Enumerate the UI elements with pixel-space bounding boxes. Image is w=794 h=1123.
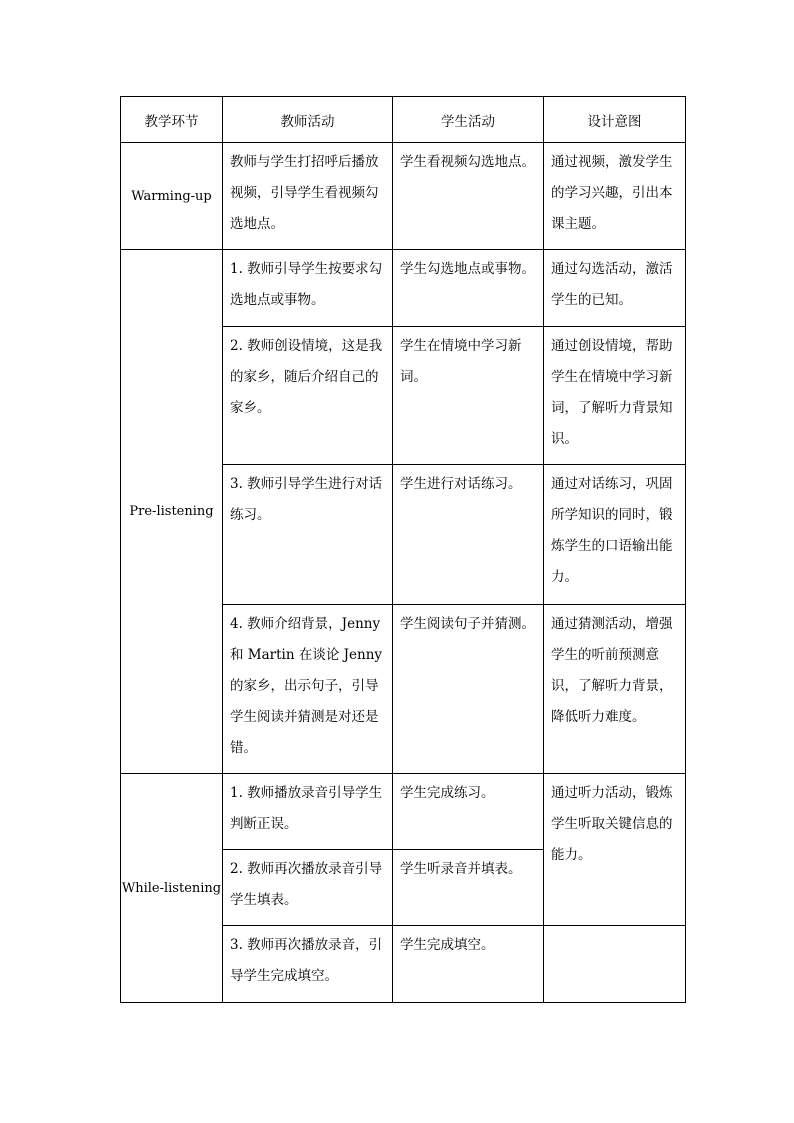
stage-warming-up: Warming-up xyxy=(121,143,223,250)
teacher-activity: 4. 教师介绍背景，Jenny 和 Martin 在谈论 Jenny 的家乡，出示句子，引导学生阅读并猜测是对还是错。 xyxy=(223,605,393,774)
table-row xyxy=(121,143,686,250)
stage-pre-listening: Pre-listening xyxy=(121,250,223,774)
header-student-activity: 学生活动 xyxy=(393,97,544,143)
teacher-activity: 教师与学生打招呼后播放视频，引导学生看视频勾选地点。 xyxy=(223,143,393,250)
student-activity: 学生勾选地点或事物。 xyxy=(393,250,544,327)
teacher-activity: 2. 教师创设情境，这是我的家乡，随后介绍自己的家乡。 xyxy=(223,327,393,465)
teacher-activity: 1. 教师播放录音引导学生判断正误。 xyxy=(223,774,393,850)
table-header-row xyxy=(121,97,686,143)
student-activity: 学生阅读句子并猜测。 xyxy=(393,605,544,774)
teacher-activity: 1. 教师引导学生按要求勾选地点或事物。 xyxy=(223,250,393,327)
header-teacher-activity: 教师活动 xyxy=(223,97,393,143)
design-intent: 通过猜测活动，增强学生的听前预测意识，了解听力背景，降低听力难度。 xyxy=(544,605,686,774)
table-row xyxy=(121,774,686,850)
student-activity: 学生听录音并填表。 xyxy=(393,850,544,926)
header-design-intent: 设计意图 xyxy=(544,97,686,143)
lesson-plan-table xyxy=(120,96,686,1003)
design-intent: 通过听力活动，锻炼学生听取关键信息的能力。 xyxy=(544,774,686,926)
design-intent: 通过创设情境，帮助学生在情境中学习新词，了解听力背景知识。 xyxy=(544,327,686,465)
header-stage: 教学环节 xyxy=(121,97,223,143)
table-row xyxy=(121,250,686,327)
student-activity: 学生完成填空。 xyxy=(393,926,544,1003)
student-activity: 学生在情境中学习新词。 xyxy=(393,327,544,465)
teacher-activity: 3. 教师再次播放录音，引导学生完成填空。 xyxy=(223,926,393,1003)
teacher-activity: 3. 教师引导学生进行对话练习。 xyxy=(223,465,393,605)
student-activity: 学生看视频勾选地点。 xyxy=(393,143,544,250)
student-activity: 学生进行对话练习。 xyxy=(393,465,544,605)
design-intent: 通过视频，激发学生的学习兴趣，引出本课主题。 xyxy=(544,143,686,250)
stage-while-listening: While-listening xyxy=(121,774,223,1003)
design-intent-empty xyxy=(544,926,686,1003)
design-intent: 通过勾选活动，激活学生的已知。 xyxy=(544,250,686,327)
teacher-activity: 2. 教师再次播放录音引导学生填表。 xyxy=(223,850,393,926)
student-activity: 学生完成练习。 xyxy=(393,774,544,850)
design-intent: 通过对话练习，巩固所学知识的同时，锻炼学生的口语输出能力。 xyxy=(544,465,686,605)
